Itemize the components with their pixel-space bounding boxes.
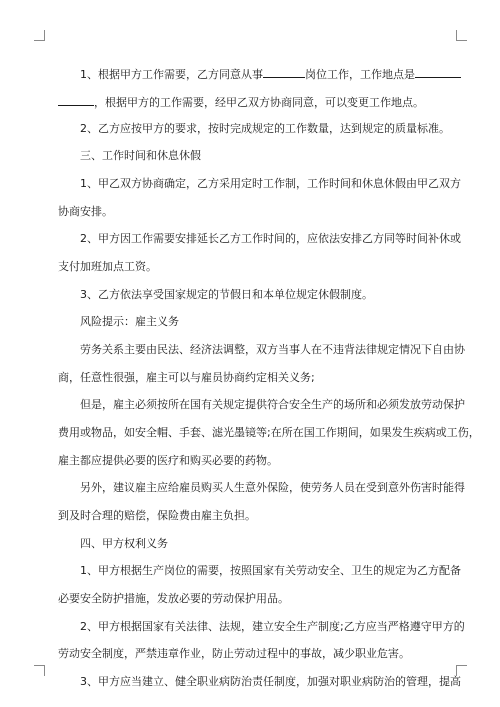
paragraph-line: 商，任意性很强，雇主可以与雇员协商约定相关义务;: [58, 371, 315, 384]
paragraph-line: 但是，雇主必须按所在国有关规定提供符合安全生产的场所和必须发放劳动保护: [80, 398, 465, 411]
paragraph-line: 2、甲方因工作需要安排延长乙方工作时间的，应依法安排乙方同等时间补休或: [80, 232, 461, 245]
section-heading: 四、甲方权利义务: [80, 537, 168, 550]
fill-in-blank-location[interactable]: [415, 66, 461, 78]
paragraph-line: 劳务关系主要由民法、经济法调整，双方当事人在不违背法律规定情况下自由协: [80, 343, 465, 356]
crop-mark-top-left: [34, 30, 45, 41]
paragraph-line: 到及时合理的赔偿，保险费由雇主负担。: [58, 509, 256, 522]
risk-title: 风险提示：雇主义务: [80, 315, 179, 328]
section-heading: 三、工作时间和休息休假: [80, 149, 201, 162]
paragraph-line: 必要安全防护措施，发放必要的劳动保护用品。: [58, 592, 289, 605]
paragraph-line: 费用或物品，如安全帽、手套、滤光墨镜等;在所在国工作期间，如果发生疾病或工伤，: [58, 426, 480, 439]
paragraph-line: 2、乙方应按甲方的要求，按时完成规定的工作数量，达到规定的质量标准。: [80, 122, 450, 135]
paragraph-line: 1、甲方根据生产岗位的需要，按照国家有关劳动安全、卫生的规定为乙方配备: [80, 564, 461, 577]
paragraph-line: 另外，建议雇主应给雇员购买人生意外保险，使劳务人员在受到意外伤害时能得: [80, 481, 465, 494]
paragraph-line: 协商安排。: [58, 205, 113, 218]
paragraph-line: ，根据甲方的工作需要，经甲乙双方协商同意，可以变更工作地点。: [58, 94, 424, 108]
paragraph-line: 3、乙方依法享受国家规定的节假日和本单位规定休假制度。: [80, 288, 373, 301]
crop-mark-bottom-left: [34, 665, 45, 676]
fill-in-blank-location-cont[interactable]: [58, 94, 94, 106]
paragraph-line: 1、根据甲方工作需要，乙方同意从事 岗位工作，工作地点是: [80, 66, 461, 80]
paragraph-line: 劳动安全制度，严禁违章作业，防止劳动过程中的事故，减少职业危害。: [58, 647, 410, 660]
paragraph-line: 支付加班加点工资。: [58, 260, 157, 273]
paragraph-line: 2、甲方根据国家有关法律、法规，建立安全生产制度;乙方应当严格遵守甲方的: [80, 620, 465, 633]
paragraph-line: 雇主都应提供必要的医疗和购买必要的药物。: [58, 454, 278, 467]
fill-in-blank-position[interactable]: [263, 66, 305, 78]
paragraph-line: 3、甲方应当建立、健全职业病防治责任制度，加强对职业病防治的管理，提高: [80, 675, 461, 688]
crop-mark-top-right: [456, 30, 467, 41]
paragraph-line: 1、甲乙双方协商确定，乙方采用定时工作制，工作时间和休息休假由甲乙双方: [80, 177, 461, 190]
